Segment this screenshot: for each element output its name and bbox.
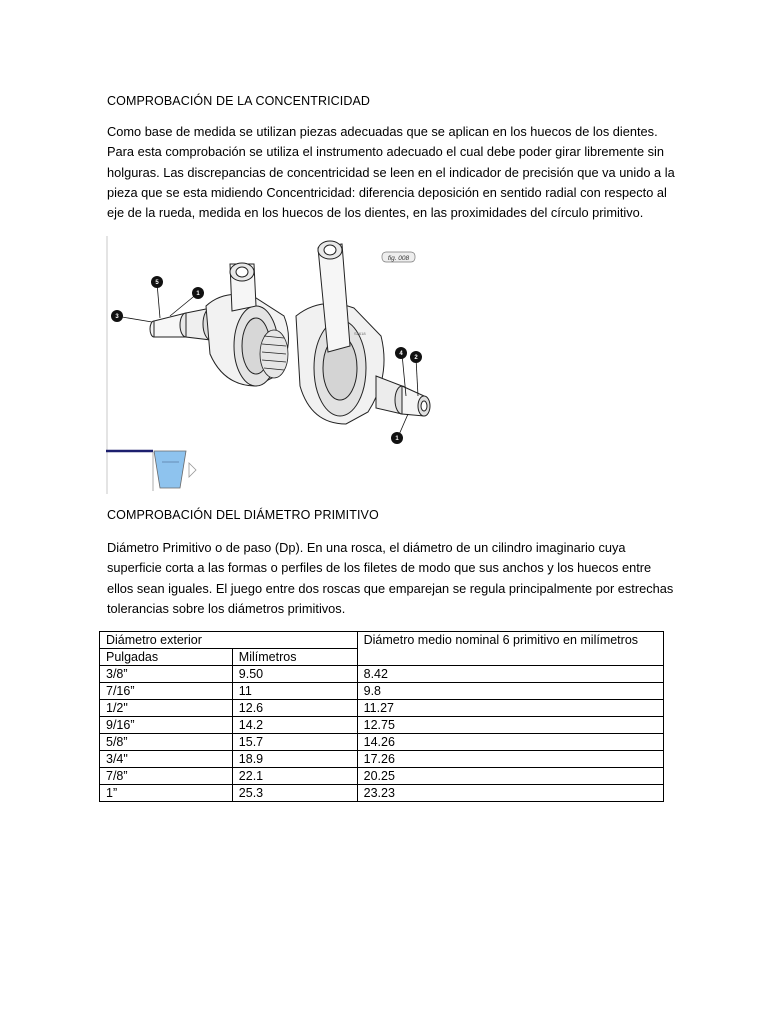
callout-label: 5 xyxy=(155,280,159,287)
cell-pitch: 12.75 xyxy=(357,717,663,734)
callout-label: 4 xyxy=(399,351,403,358)
cell-inches: 1/2" xyxy=(100,700,233,717)
callout-label: 2 xyxy=(414,355,418,362)
table-row xyxy=(100,785,664,802)
callout-label: 3 xyxy=(115,314,119,321)
cell-inches: 3/8” xyxy=(100,666,233,683)
cell-pitch: 8.42 xyxy=(357,666,663,683)
paragraph-line: Diámetro Primitivo o de paso (Dp). En una rosca, el diámetro de un cilindro imaginario cuya xyxy=(107,540,626,555)
callout-label: 1 xyxy=(395,436,399,443)
concentricity-heading: COMPROBACIÓN DE LA CONCENTRICIDAD xyxy=(107,94,371,108)
cell-pitch: 23.23 xyxy=(357,785,663,802)
crankshaft-illustration xyxy=(106,236,436,494)
table-row xyxy=(100,666,664,683)
cell-millimeters: 15.7 xyxy=(232,734,357,751)
cell-millimeters: 11 xyxy=(232,683,357,700)
table-row xyxy=(100,717,664,734)
cell-millimeters: 12.6 xyxy=(232,700,357,717)
cell-inches: 9/16” xyxy=(100,717,233,734)
paragraph-line: pieza que se esta midiendo Concentricidad: diferencia deposición en sentido radial con respecto al xyxy=(107,184,667,200)
paragraph-line: Como base de medida se utilizan piezas adecuadas que se aplican en los huecos de los dientes. xyxy=(107,124,658,139)
pitch-diameter-heading: COMPROBACIÓN DEL DIÁMETRO PRIMITIVO xyxy=(107,508,379,522)
cell-millimeters: 18.9 xyxy=(232,751,357,768)
cell-pitch: 9.8 xyxy=(357,683,663,700)
table-row xyxy=(100,734,664,751)
cell-millimeters: 14.2 xyxy=(232,717,357,734)
diameter-table xyxy=(99,631,664,802)
table-row xyxy=(100,700,664,717)
cell-inches: 7/8” xyxy=(100,768,233,785)
cell-inches: 3/4" xyxy=(100,751,233,768)
figure-tag: fig. 008 xyxy=(387,255,410,262)
paragraph-line: superficie corta a las formas o perfiles de los filetes de modo que sus anchos y los huecos entre xyxy=(107,560,652,576)
pitch-diameter-paragraph xyxy=(107,538,674,619)
concentricity-paragraph xyxy=(107,122,675,223)
cell-pitch: 20.25 xyxy=(357,768,663,785)
table-row xyxy=(100,683,664,700)
cell-millimeters: 25.3 xyxy=(232,785,357,802)
header-pitch-diameter: Diámetro medio nominal 6 primitivo en milímetros xyxy=(357,632,663,666)
table-row xyxy=(100,768,664,785)
table-row xyxy=(100,751,664,768)
cell-millimeters: 22.1 xyxy=(232,768,357,785)
cell-inches: 1” xyxy=(100,785,233,802)
cell-pitch: 17.26 xyxy=(357,751,663,768)
crankshaft-figure xyxy=(106,236,436,494)
header-outer-diameter: Diámetro exterior xyxy=(100,632,358,649)
header-millimeters: Milímetros xyxy=(232,649,357,666)
paragraph-line: Para esta comprobación se utiliza el instrumento adecuado el cual debe poder girar libremente sin xyxy=(107,144,664,160)
paragraph-line: holguras. Las discrepancias de concentricidad se leen en el indicador de precisión que va unido a la xyxy=(107,164,675,180)
cell-pitch: 14.26 xyxy=(357,734,663,751)
cell-inches: 5/8” xyxy=(100,734,233,751)
paragraph-line: tolerancias sobre los diámetros primitivos. xyxy=(107,600,346,616)
table-header-row xyxy=(100,632,664,649)
figure-small-label: S2618 xyxy=(354,331,366,336)
cell-inches: 7/16” xyxy=(100,683,233,700)
cell-millimeters: 9.50 xyxy=(232,666,357,683)
header-inches: Pulgadas xyxy=(100,649,233,666)
paragraph-line: eje de la rueda, medida en los huecos de los dientes, en las proximidades del círculo primitivo. xyxy=(107,205,644,221)
paragraph-line: ellos sean iguales. El juego entre dos roscas que emparejan se regula principalmente por estrechas xyxy=(107,580,674,596)
cell-pitch: 11.27 xyxy=(357,700,663,717)
callout-label: 1 xyxy=(196,291,200,298)
